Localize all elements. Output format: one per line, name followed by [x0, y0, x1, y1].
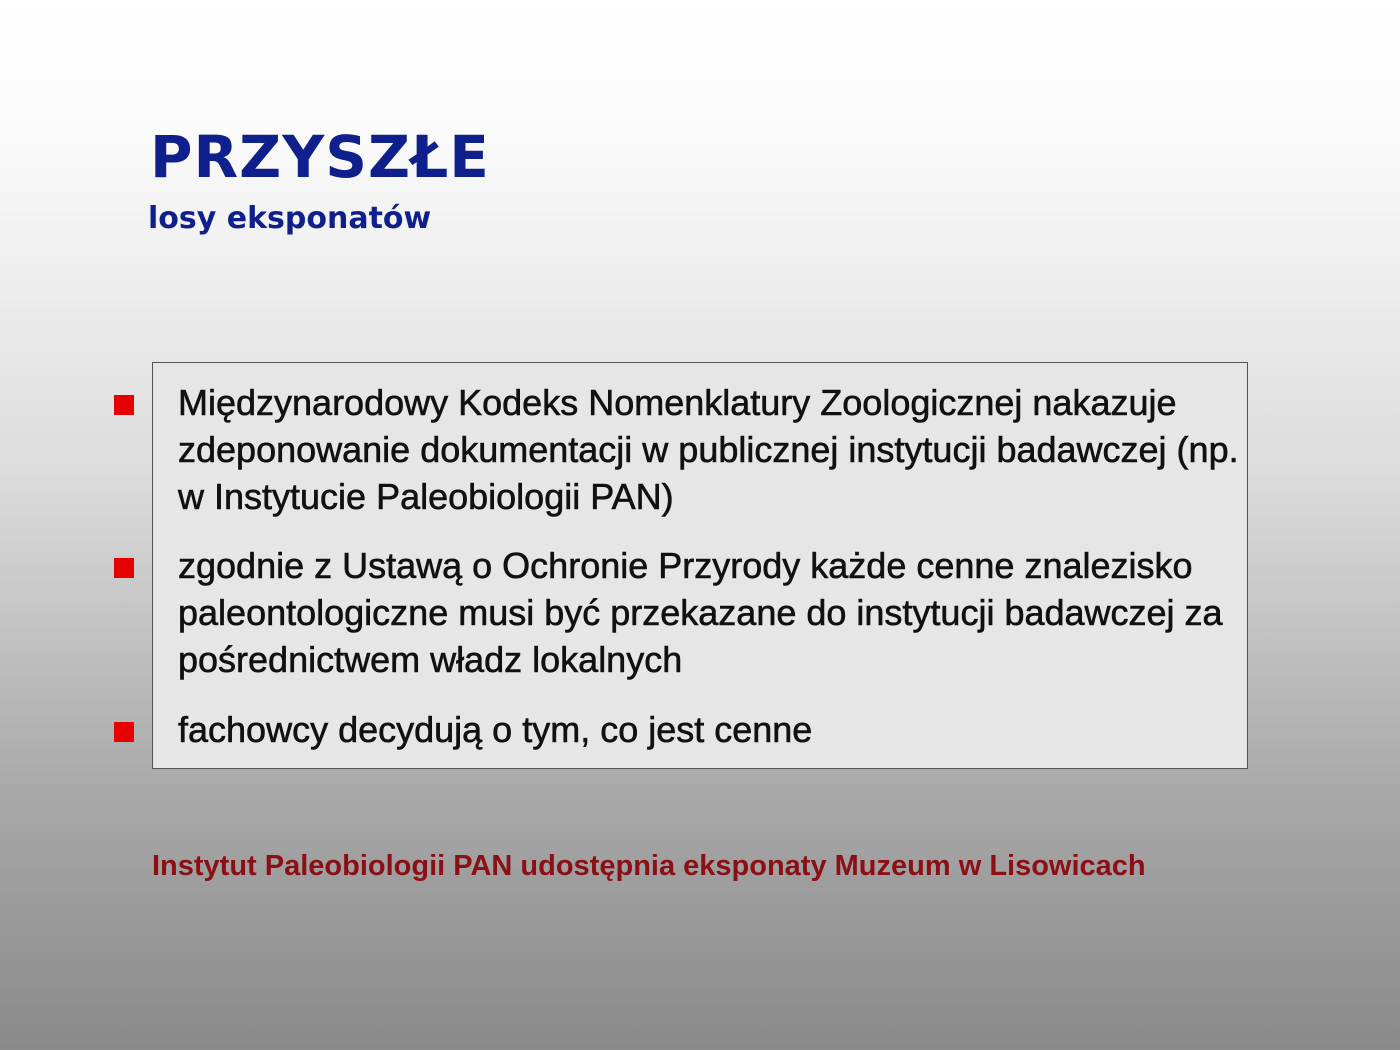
red-square-bullet-icon: [114, 722, 134, 742]
bullet-text: Międzynarodowy Kodeks Nomenklatury Zoologicznej nakazuje zdeponowanie dokumentacji w publicznej instytucji badawczej (np. w Instytucie Paleobiologii PAN): [178, 382, 1239, 517]
slide-title: PRZYSZŁE: [150, 123, 490, 191]
slide-subtitle: losy eksponatów: [148, 201, 432, 236]
red-square-bullet-icon: [114, 558, 134, 578]
bullet-text: fachowcy decydują o tym, co jest cenne: [178, 709, 813, 750]
footer-note: Instytut Paleobiologii PAN udostępnia eksponaty Muzeum w Lisowicach: [152, 850, 1146, 882]
bullet-text: zgodnie z Ustawą o Ochronie Przyrody każde cenne znalezisko paleontologiczne musi być przekazane do instytucji badawczej za pośrednictwem władz lokalnych: [178, 545, 1223, 680]
red-square-bullet-icon: [114, 395, 134, 415]
